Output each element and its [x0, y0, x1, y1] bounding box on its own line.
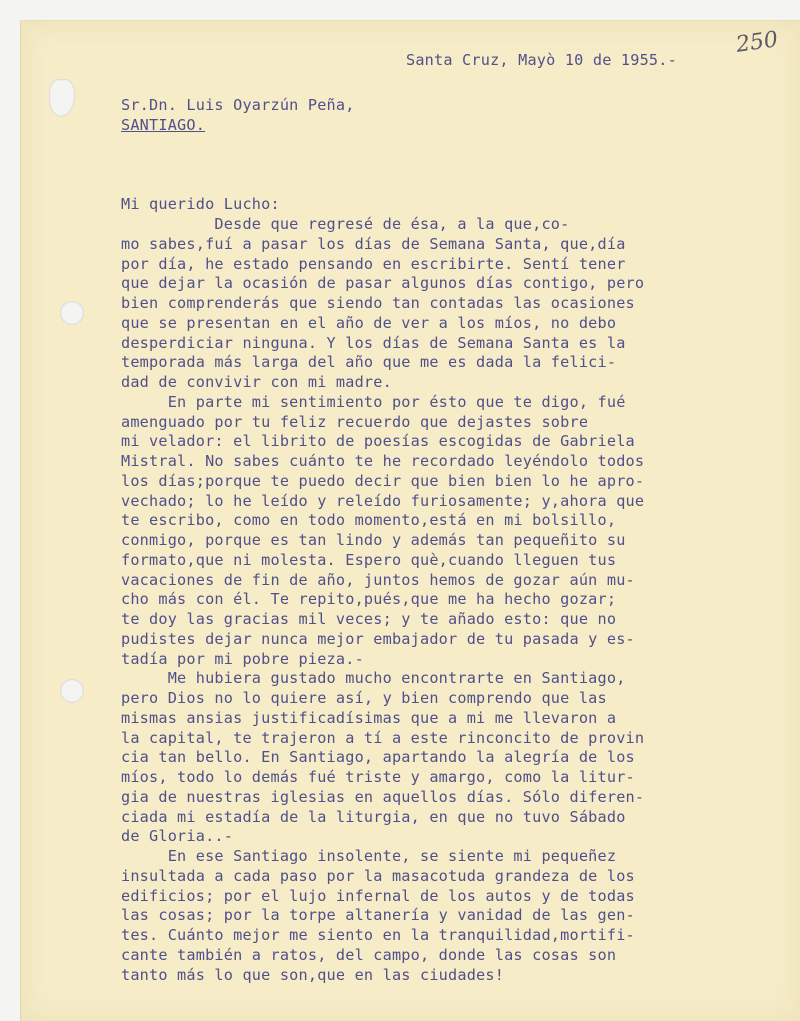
letter-line: formato,que ni molesta. Espero què,cuando lleguen tus	[121, 550, 617, 569]
letter-line: los días;porque te puedo decir que bien bien lo he apro-	[121, 471, 645, 490]
punch-hole-upper	[60, 301, 84, 325]
letter-line: tanto más lo que son,que en las ciudades!	[121, 965, 505, 984]
recipient-city: SANTIAGO.	[121, 116, 206, 134]
letter-line: ciada mi estadía de la liturgia, en que no tuvo Sábado	[121, 807, 626, 826]
letter-line: tes. Cuánto mejor me siento en la tranquilidad,mortifi-	[121, 926, 635, 944]
letter-line: pero Dios no lo quiere así, y bien comprendo que las	[121, 689, 607, 707]
letter-line: conmigo, porque es tan lindo y además tan pequeñito su	[121, 531, 626, 549]
letter-line: bien comprenderás que siendo tan contadas las ocasiones	[121, 294, 635, 312]
punch-hole-lower	[60, 679, 84, 703]
letter-line: mismas ansias justificadísimas que a mi me llevaron a	[121, 708, 617, 727]
letter-line: vechado; lo he leído y releído furiosamente; y,ahora que	[121, 491, 645, 510]
letter-line: mo sabes,fuí a pasar los días de Semana Santa, que,día	[121, 234, 626, 253]
letter-line: Mistral. No sabes cuánto te he recordado leyéndolo todos	[121, 452, 645, 470]
letter-line: que dejar la ocasión de pasar algunos días contigo, pero	[121, 274, 645, 293]
letter-line: amenguado por tu feliz recuerdo que dejastes sobre	[121, 412, 589, 431]
letter-line: cia tan bello. En Santiago, apartando la alegría de los	[121, 748, 635, 767]
letter-line: desperdiciar ninguna. Y los días de Semana Santa es la	[121, 333, 626, 352]
letter-line: las cosas; por la torpe altanería y vanidad de las gen-	[121, 906, 635, 925]
letter-date: Santa Cruz, Mayò 10 de 1955.-	[406, 51, 677, 69]
torn-punch-hole	[49, 79, 75, 117]
letter-line: Me hubiera gustado mucho encontrarte en Santiago,	[121, 669, 626, 688]
letter-line: te doy las gracias mil veces; y te añado esto: que no	[121, 610, 617, 628]
letter-line: En parte mi sentimiento por ésto que te digo, fué	[121, 392, 626, 411]
salutation: Mi querido Lucho:	[121, 195, 280, 213]
letter-line: vacaciones de fin de año, juntos hemos de gozar aún mu-	[121, 570, 635, 589]
letter-line: te escribo, como en todo momento,está en mi bolsillo,	[121, 511, 617, 530]
letter-line: míos, todo lo demás fué triste y amargo, como la litur-	[121, 768, 635, 786]
letter-line: que se presentan en el año de ver a los míos, no debo	[121, 313, 617, 332]
letter-line: pudistes dejar nunca mejor embajador de tu pasada y es-	[121, 629, 635, 648]
letter-line: edificios; por el lujo infernal de los autos y de todas	[121, 886, 635, 905]
letter-line: de Gloria..-	[121, 827, 234, 846]
letter-line: tadía por mi pobre pieza.-	[121, 649, 364, 668]
letter-line: dad de convivir con mi madre.	[121, 373, 392, 391]
letter-line: Desde que regresé de ésa, a la que,co-	[121, 215, 570, 233]
letter-line: temporada más larga del año que me es dada la felici-	[121, 353, 617, 372]
folio-number: 250	[734, 27, 780, 58]
letter-line: por día, he estado pensando en escribirte. Sentí tener	[121, 254, 626, 273]
letter-line: cante también a ratos, del campo, donde las cosas son	[121, 945, 617, 964]
letter-line: mi velador: el librito de poesías escogidas de Gabriela	[121, 432, 635, 451]
letter-line: la capital, te trajeron a tí a este rinconcito de provin	[121, 728, 645, 747]
letter-line: cho más con él. Te repito,pués,que me ha hecho gozar;	[121, 590, 617, 609]
letter-line: insultada a cada paso por la masacotuda grandeza de los	[121, 866, 635, 885]
letter-line: En ese Santiago insolente, se siente mi pequeñez	[121, 847, 617, 865]
recipient-name: Sr.Dn. Luis Oyarzún Peña,	[121, 96, 355, 114]
letter-line: gia de nuestras iglesias en aquellos días. Sólo diferen-	[121, 787, 645, 806]
